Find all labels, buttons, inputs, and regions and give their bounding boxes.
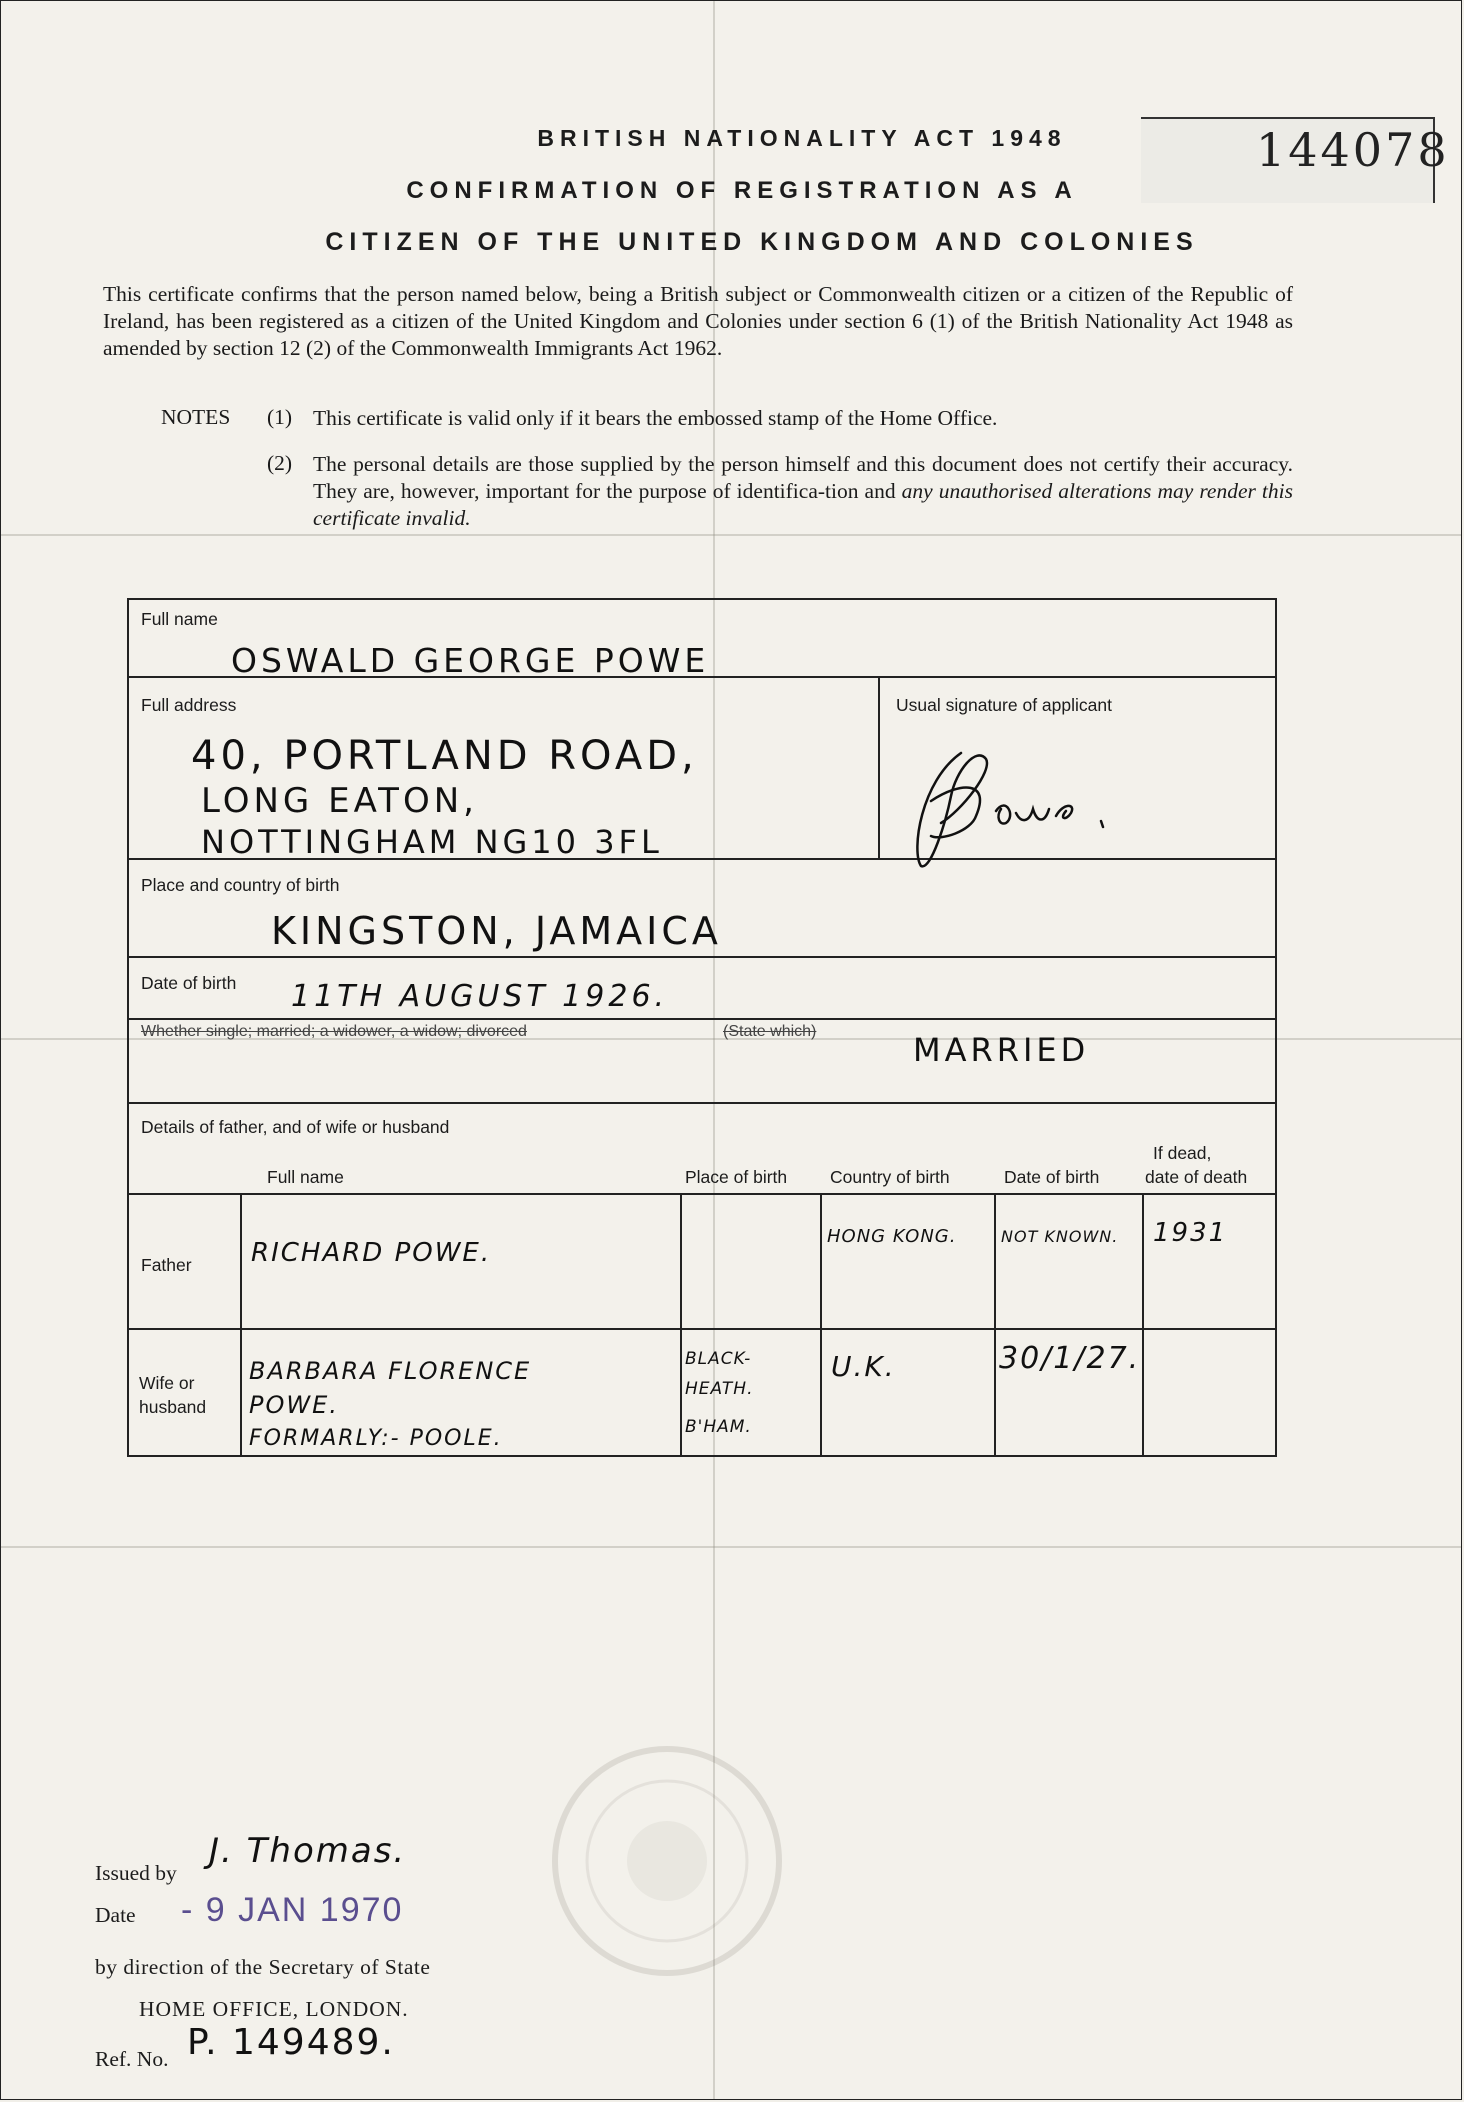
birthplace-label: Place and country of birth	[141, 875, 340, 895]
document-title: CONFIRMATION OF REGISTRATION AS A	[406, 177, 1078, 204]
document-subtitle: CITIZEN OF THE UNITED KINGDOM AND COLONIES	[325, 228, 1199, 256]
col-country-of-birth: Country of birth	[830, 1167, 950, 1187]
address-label: Full address	[141, 695, 237, 715]
father-country: HONG KONG.	[827, 1226, 957, 1247]
serial-number: 144078	[1256, 123, 1450, 177]
issued-by-label: Issued by	[95, 1861, 177, 1885]
date-label: Date	[95, 1903, 136, 1927]
dob-label: Date of birth	[141, 973, 237, 993]
col-date-of-birth: Date of birth	[1004, 1167, 1100, 1187]
marital-status-label: Whether single; married; a widower, a widow; divorced	[141, 1023, 527, 1040]
father-death: 1931	[1153, 1218, 1228, 1248]
address-line-3: NOTTINGHAM NG10 3FL	[201, 823, 663, 861]
marital-status-hint: (State which)	[723, 1023, 817, 1040]
father-label: Father	[141, 1255, 192, 1275]
note-2-number: (2)	[267, 451, 293, 475]
marital-status-value: MARRIED	[913, 1031, 1090, 1069]
spouse-name-line-2: POWE.	[249, 1391, 339, 1419]
issue-date-stamp: - 9 JAN 1970	[181, 1891, 404, 1929]
act-title: BRITISH NATIONALITY ACT 1948	[537, 125, 1067, 151]
col-place-of-birth: Place of birth	[685, 1167, 788, 1187]
ref-number: P. 149489.	[187, 2022, 395, 2063]
spouse-place-line-3: B'HAM.	[685, 1417, 752, 1437]
spouse-place-line-1: BLACK-	[685, 1349, 752, 1369]
spouse-name-line-3: FORMARLY:- POOLE.	[249, 1426, 503, 1451]
office-text: HOME OFFICE, LONDON.	[139, 1997, 409, 2021]
col-full-name: Full name	[267, 1167, 344, 1187]
applicant-signature	[901, 741, 1161, 871]
birthplace-value: KINGSTON, JAMAICA	[271, 909, 722, 953]
full-name-value: OSWALD GEORGE POWE	[231, 641, 710, 680]
col-if-dead: If dead,	[1153, 1143, 1212, 1163]
address-line-2: LONG EATON,	[201, 781, 478, 821]
address-line-1: 40, PORTLAND ROAD,	[191, 733, 698, 779]
ref-label: Ref. No.	[95, 2047, 169, 2071]
full-name-label: Full name	[141, 609, 218, 629]
father-name: RICHARD POWE.	[251, 1238, 492, 1268]
spouse-country: U.K.	[831, 1350, 896, 1383]
issued-by-signature: J. Thomas.	[209, 1831, 407, 1871]
note-1-text: This certificate is valid only if it bears the embossed stamp of the Home Office.	[313, 406, 998, 430]
signature-label: Usual signature of applicant	[896, 695, 1112, 715]
father-dob: NOT KNOWN.	[1001, 1227, 1119, 1246]
spouse-place-line-2: HEATH.	[685, 1379, 754, 1399]
spouse-label-1: Wife or	[139, 1373, 195, 1393]
direction-text: by direction of the Secretary of State	[95, 1955, 431, 1979]
notes-label: NOTES	[161, 405, 231, 429]
fold-crease-3	[1, 1546, 1462, 1548]
col-date-of-death: date of death	[1145, 1167, 1248, 1187]
note-2-warning: any unauthorised alterations may render this certificate invalid.	[313, 479, 1293, 530]
spouse-label-2: husband	[139, 1397, 207, 1417]
note-2-main: The personal details are those supplied by the person himself and this document does not certify their accuracy. They are, however, important for the purpose of identifica-tion and	[313, 452, 1293, 503]
note-1-number: (1)	[267, 405, 293, 429]
dob-value: 11TH AUGUST 1926.	[291, 979, 669, 1014]
intro-paragraph: This certificate confirms that the person named below, being a British subject or Commonwealth citizen or a citizen of the Republic of Ireland, has been registered as a citizen of the United Kingdom and Colonies under section 6 (1) of the British Nationality Act 1948 as amended by section 12 (2) of the Commonwealth Immigrants Act 1962.	[103, 282, 1293, 360]
embossed-stamp	[537, 1731, 797, 1991]
spouse-name-line-1: BARBARA FLORENCE	[249, 1357, 532, 1385]
spouse-dob: 30/1/27.	[999, 1341, 1141, 1376]
family-details-label: Details of father, and of wife or husband	[141, 1117, 450, 1137]
